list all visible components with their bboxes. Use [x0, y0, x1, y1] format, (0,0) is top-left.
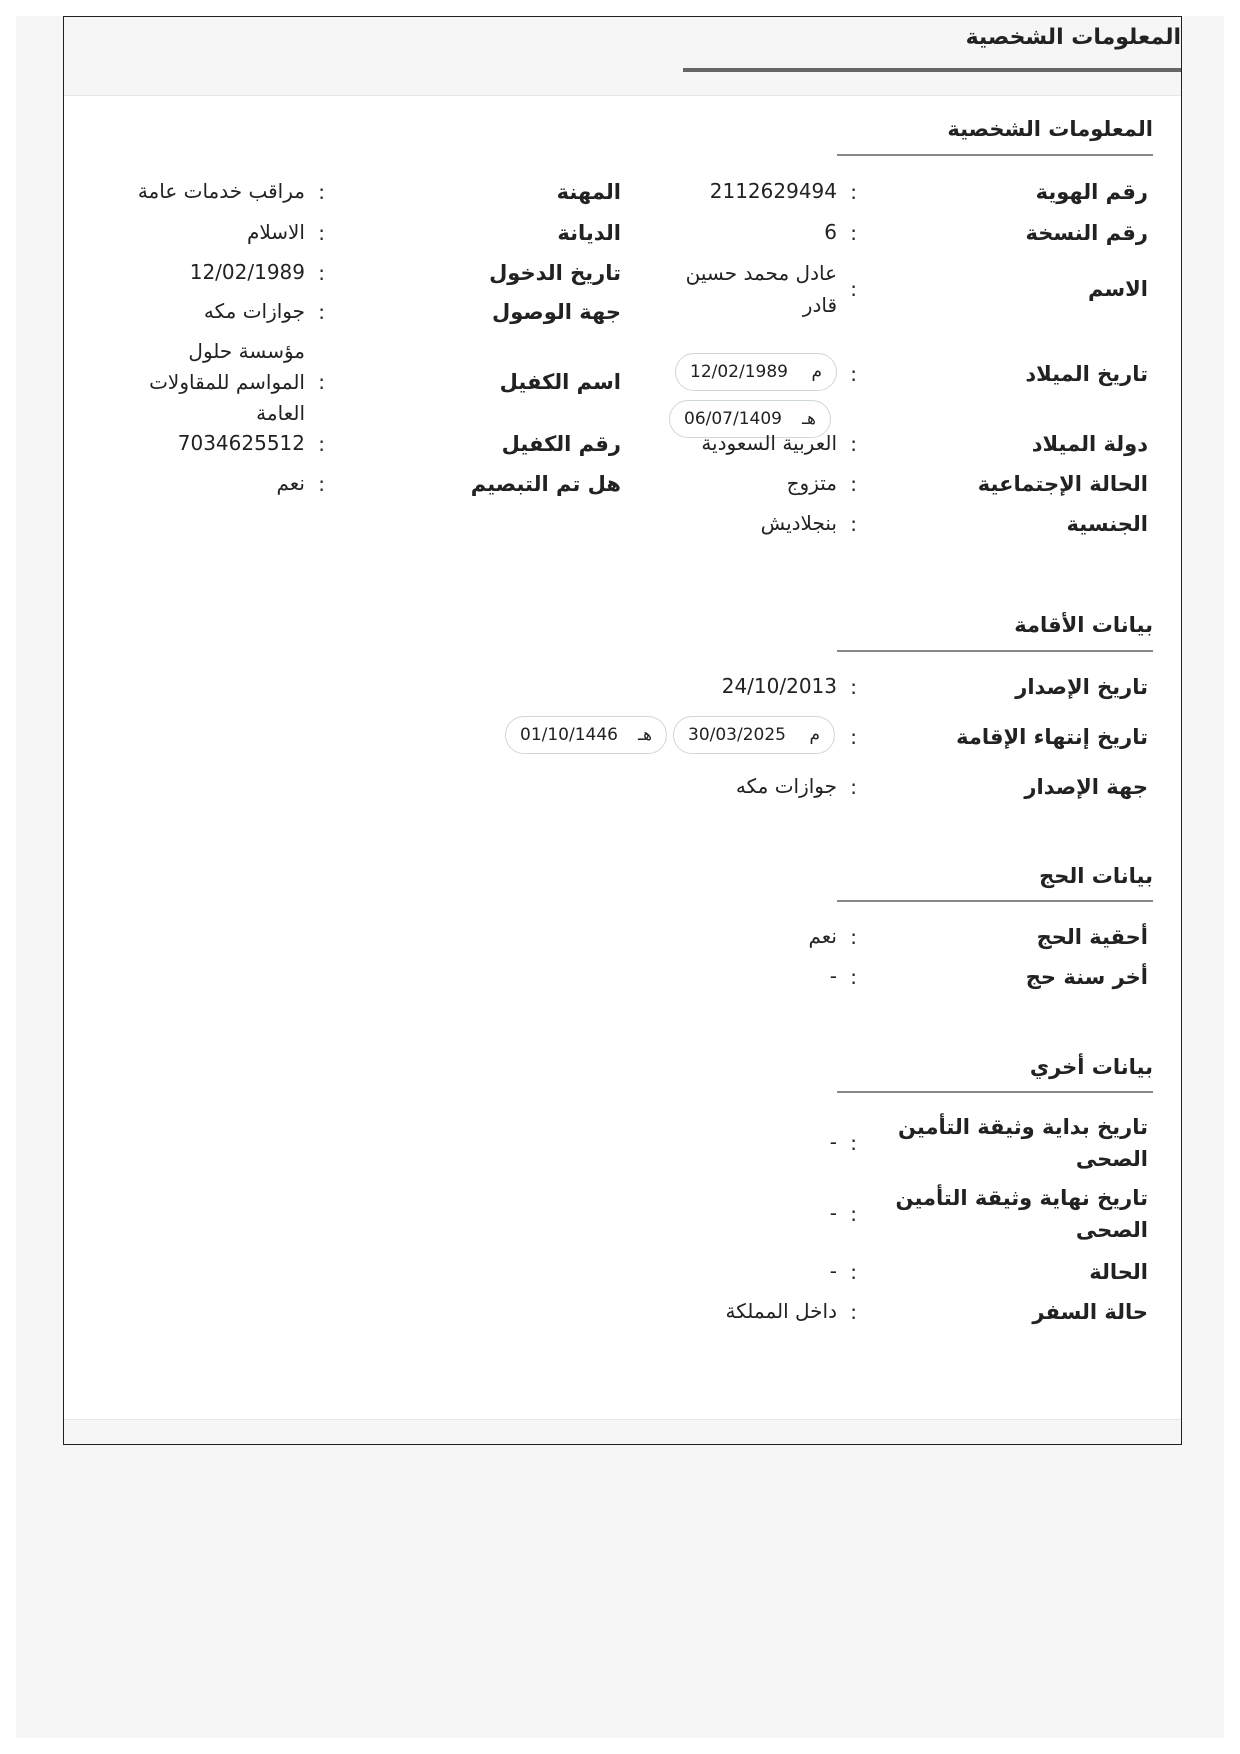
section-divider [837, 154, 1153, 156]
marital-status-value: متزوج [786, 471, 837, 495]
birth-date-label: تاريخ الميلاد [1025, 362, 1148, 386]
card-title: المعلومات الشخصية [965, 25, 1181, 50]
colon: : [318, 432, 325, 456]
section-divider [837, 1091, 1153, 1093]
sponsor-number-value: 7034625512 [177, 431, 305, 455]
entry-date-value: 12/02/1989 [189, 260, 305, 284]
colon: : [850, 925, 857, 949]
section-title-residence: بيانات الأقامة [1014, 613, 1153, 637]
last-hajj-year-label: أخر سنة حج [1025, 965, 1148, 989]
entry-date-label: تاريخ الدخول [489, 261, 621, 285]
colon: : [850, 472, 857, 496]
issue-date-value: 24/10/2013 [721, 674, 837, 698]
section-divider [837, 900, 1153, 902]
travel-status-label: حالة السفر [1032, 1300, 1148, 1324]
insurance-start-label-line2: الصحى [1075, 1147, 1148, 1171]
id-label: رقم الهوية [1035, 180, 1148, 204]
colon: : [850, 362, 857, 386]
sponsor-name-line2: المواسم للمقاولات [149, 370, 305, 394]
insurance-start-value: - [829, 1130, 837, 1154]
hajj-eligibility-value: نعم [808, 924, 837, 948]
colon: : [318, 180, 325, 204]
marital-status-label: الحالة الإجتماعية [977, 472, 1148, 496]
colon: : [850, 725, 857, 749]
section-title-other: بيانات أخري [1029, 1055, 1153, 1079]
expiry-gregorian-pill [673, 716, 835, 754]
section-title-hajj: بيانات الحج [1039, 864, 1153, 888]
colon: : [850, 180, 857, 204]
birth-country-value: العربية السعودية [701, 431, 837, 455]
birth-country-label: دولة الميلاد [1031, 432, 1148, 456]
insurance-end-label-line2: الصحى [1075, 1218, 1148, 1242]
sponsor-name-line3: العامة [256, 401, 305, 425]
colon: : [318, 261, 325, 285]
section-title-personal: المعلومات الشخصية [947, 117, 1153, 141]
gregorian-suffix: م [811, 362, 822, 382]
colon: : [850, 221, 857, 245]
arrival-port-value: جوازات مكه [203, 299, 305, 323]
residence-expiry-label: تاريخ إنتهاء الإقامة [956, 725, 1148, 749]
colon: : [850, 1131, 857, 1155]
religion-label: الديانة [557, 221, 621, 245]
insurance-end-value: - [829, 1201, 837, 1225]
status-value: - [829, 1259, 837, 1283]
section-divider [837, 650, 1153, 652]
issuer-value: جوازات مكه [735, 774, 837, 798]
insurance-start-label-line1: تاريخ بداية وثيقة التأمين [897, 1115, 1148, 1139]
card-title-underline [683, 68, 1181, 72]
fingerprint-value: نعم [276, 471, 305, 495]
expiry-gregorian: 30/03/2025 [688, 725, 786, 745]
colon: : [318, 221, 325, 245]
arrival-port-label: جهة الوصول [492, 300, 621, 324]
issue-date-label: تاريخ الإصدار [1015, 675, 1148, 699]
colon: : [850, 965, 857, 989]
sponsor-name-label: اسم الكفيل [499, 370, 621, 394]
birth-date-gregorian-pill [675, 353, 837, 391]
colon: : [850, 1202, 857, 1226]
expiry-hijri-pill [505, 716, 667, 754]
name-value-line2: قادر [802, 293, 837, 317]
last-hajj-year-value: - [829, 964, 837, 988]
hajj-eligibility-label: أحقية الحج [1036, 925, 1148, 949]
birth-date-hijri: 06/07/1409 [684, 409, 782, 429]
status-label: الحالة [1089, 1260, 1148, 1284]
colon: : [850, 277, 857, 301]
colon: : [850, 512, 857, 536]
colon: : [850, 432, 857, 456]
colon: : [850, 775, 857, 799]
gregorian-suffix: م [809, 725, 820, 745]
birth-date-gregorian: 12/02/1989 [690, 362, 788, 382]
nationality-value: بنجلاديش [760, 511, 837, 535]
card-header [64, 17, 1181, 96]
card-footer [64, 1419, 1181, 1444]
hijri-suffix: هـ [638, 725, 652, 745]
name-label: الاسم [1088, 277, 1148, 301]
colon: : [850, 1260, 857, 1284]
copy-value: 6 [824, 220, 837, 244]
name-value-line1: عادل محمد حسين [685, 261, 837, 285]
job-value: مراقب خدمات عامة [137, 179, 305, 203]
sponsor-name-line1: مؤسسة حلول [188, 339, 305, 363]
insurance-end-label-line1: تاريخ نهاية وثيقة التأمين [895, 1186, 1148, 1210]
copy-label: رقم النسخة [1025, 221, 1148, 245]
job-label: المهنة [556, 180, 621, 204]
colon: : [850, 1300, 857, 1324]
fingerprint-label: هل تم التبصيم [470, 472, 621, 496]
religion-value: الاسلام [246, 220, 305, 244]
colon: : [850, 675, 857, 699]
colon: : [318, 472, 325, 496]
id-value: 2112629494 [709, 179, 837, 203]
hijri-suffix: هـ [802, 409, 816, 429]
colon: : [318, 300, 325, 324]
sponsor-number-label: رقم الكفيل [501, 432, 621, 456]
expiry-hijri: 01/10/1446 [520, 725, 618, 745]
travel-status-value: داخل المملكة [725, 1299, 837, 1323]
nationality-label: الجنسية [1066, 512, 1148, 536]
colon: : [318, 370, 325, 394]
issuer-label: جهة الإصدار [1024, 775, 1148, 799]
personal-info-card [63, 16, 1182, 1445]
